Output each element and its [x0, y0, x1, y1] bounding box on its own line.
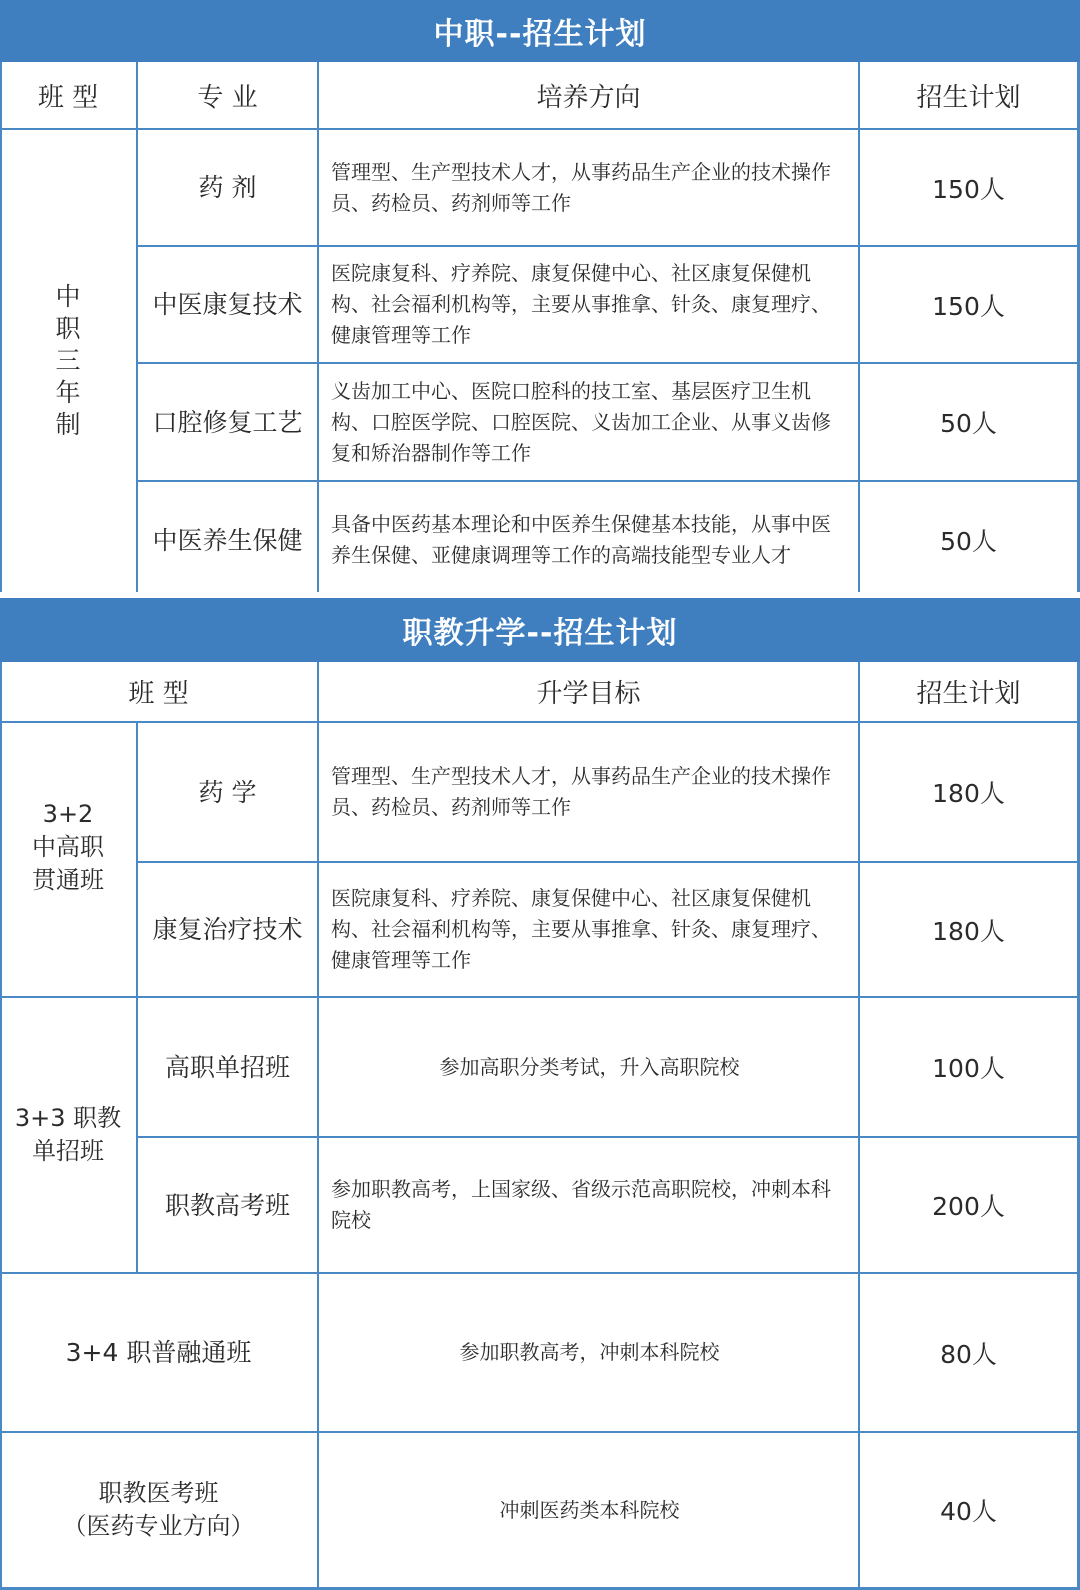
major-name: 药 学 — [198, 777, 257, 807]
header-major: 专 业 — [197, 82, 258, 113]
header-plan: 招生计划 — [916, 679, 1021, 709]
plan-count: 200人 — [932, 1192, 1005, 1221]
group-label: 3+3 职教 单招班 — [14, 1104, 122, 1165]
header-target: 升学目标 — [536, 679, 641, 709]
plan-count: 40人 — [940, 1497, 997, 1526]
major-name: 中医养生保健 — [152, 525, 303, 555]
group-label: 3+2 中高职 贯通班 — [32, 800, 104, 894]
plan-count: 150人 — [932, 291, 1005, 321]
major-name: 职教高考班 — [164, 1190, 290, 1220]
target-text: 参加职教高考，冲刺本科院校 — [459, 1340, 720, 1364]
plan-count: 180人 — [932, 779, 1005, 808]
major-name: 康复治疗技术 — [152, 915, 303, 944]
target-text: 管理型、生产型技术人才，从事药品生产企业的技术操作员、药检员、药剂师等工作 — [331, 764, 831, 819]
section-title: 中职--招生计划 — [0, 0, 1080, 62]
plan-count: 50人 — [940, 409, 997, 438]
plan-count: 100人 — [932, 1054, 1005, 1083]
section-title: 职教升学--招生计划 — [0, 598, 1080, 662]
target-text: 医院康复科、疗养院、康复保健中心、社区康复保健机构、社会福利机构等，主要从事推拿、针灸、康复理疗、健康管理等工作 — [331, 886, 831, 972]
header-class-type: 班 型 — [37, 82, 99, 113]
plan-count: 80人 — [940, 1339, 997, 1369]
target-text: 参加职教高考，上国家级、省级示范高职院校，冲刺本科院校 — [331, 1177, 831, 1232]
major-name: 高职单招班 — [164, 1052, 290, 1082]
direction-text: 义齿加工中心、医院口腔科的技工室、基层医疗卫生机构、口腔医学院、口腔医院、义齿加工企业、从事义齿修复和矫治器制作等工作 — [331, 378, 831, 465]
class-type-label: 3+4 职普融通班 — [65, 1338, 252, 1367]
direction-text: 具备中医药基本理论和中医养生保健基本技能，从事中医养生保健、亚健康调理等工作的高端技能型专业人才 — [331, 512, 831, 567]
header-class-type: 班 型 — [128, 679, 189, 709]
header-direction: 培养方向 — [536, 82, 641, 113]
plan-count: 150人 — [932, 174, 1005, 204]
group-label: 中职三年制 — [55, 282, 81, 439]
plan-count: 50人 — [940, 527, 997, 556]
class-type-label: 职教医考班 （医药专业方向） — [62, 1479, 255, 1540]
direction-text: 医院康复科、疗养院、康复保健中心、社区康复保健机构、社会福利机构等，主要从事推拿、针灸、康复理疗、健康管理等工作 — [331, 261, 831, 347]
group-label-cell — [0, 130, 136, 592]
target-text: 参加高职分类考试，升入高职院校 — [439, 1054, 740, 1079]
major-name: 药 剂 — [198, 173, 257, 202]
direction-text: 管理型、生产型技术人才，从事药品生产企业的技术操作员、药检员、药剂师等工作 — [331, 159, 831, 215]
target-text: 冲刺医药类本科院校 — [499, 1497, 680, 1522]
header-plan: 招生计划 — [916, 82, 1021, 113]
major-name: 口腔修复工艺 — [152, 407, 303, 437]
plan-count: 180人 — [932, 916, 1005, 946]
major-name: 中医康复技术 — [152, 290, 303, 319]
